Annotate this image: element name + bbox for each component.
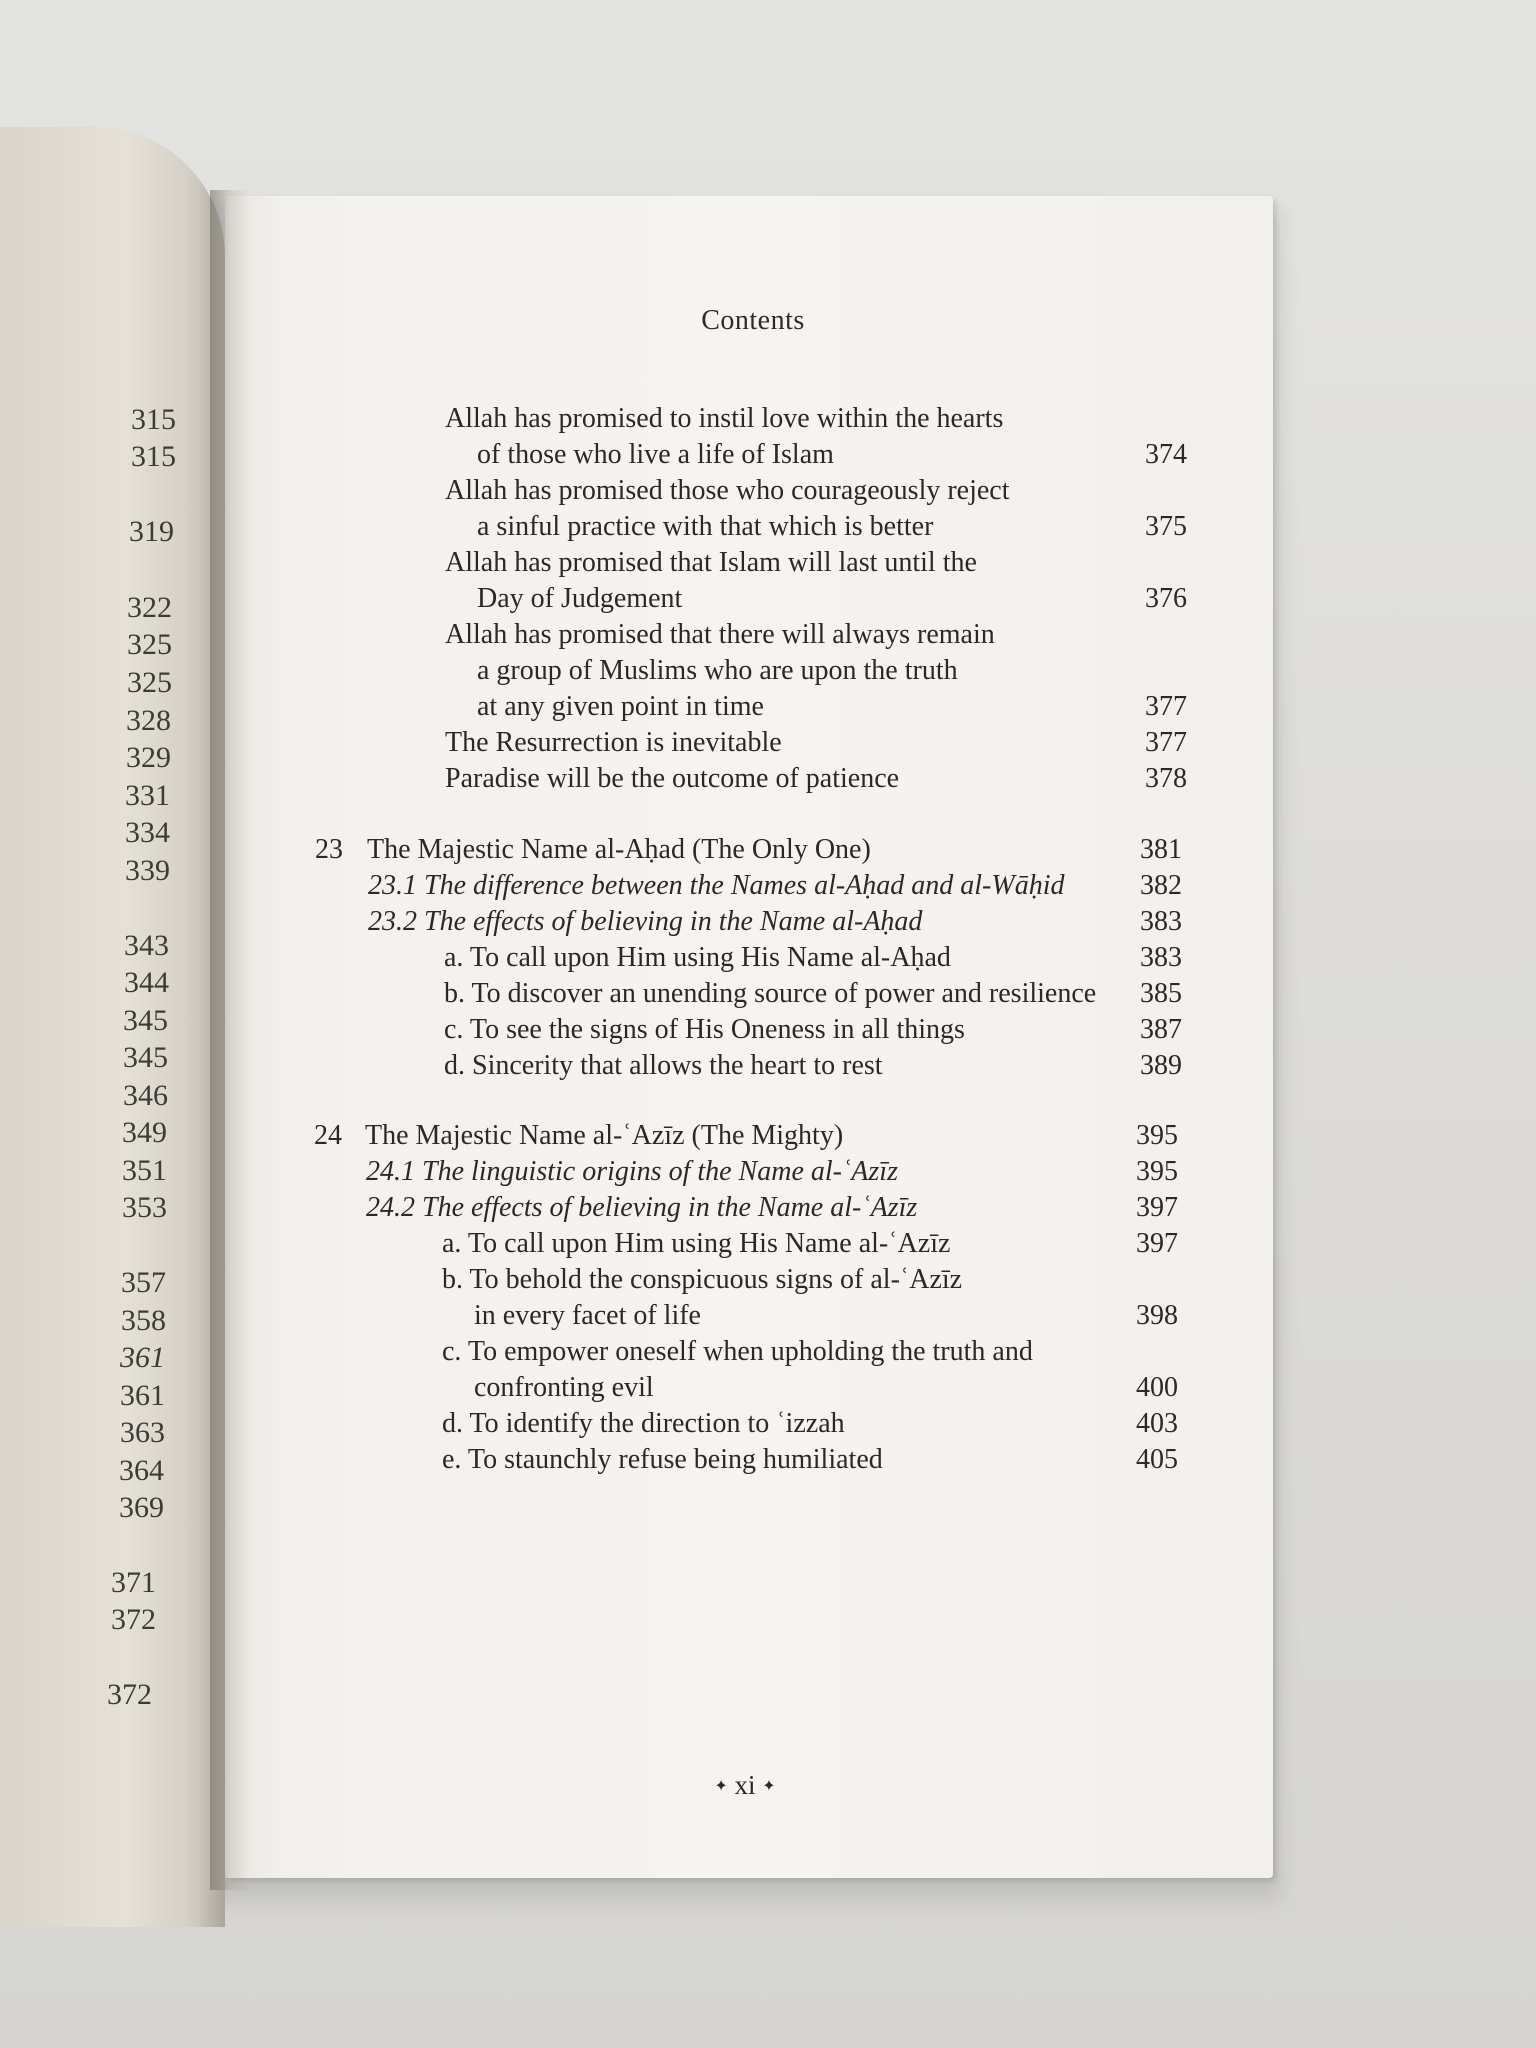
left-page-number: 315 <box>131 403 176 436</box>
toc-page-number: 377 <box>1145 727 1187 758</box>
left-page-number: 344 <box>124 966 169 999</box>
left-page-number: 345 <box>123 1004 168 1037</box>
toc-page-number: 385 <box>1140 978 1182 1009</box>
toc-page-number: 387 <box>1140 1014 1182 1045</box>
left-page-number: 361 <box>120 1341 165 1374</box>
left-page-number: 361 <box>120 1379 165 1412</box>
left-page-number: 372 <box>107 1678 152 1711</box>
left-page-number: 328 <box>126 704 171 737</box>
toc-page-number: 398 <box>1136 1300 1178 1331</box>
left-page-number: 353 <box>122 1191 167 1224</box>
toc-page-number: 382 <box>1140 870 1182 901</box>
toc-entry: Allah has promised to instil love within the hearts <box>445 403 1004 434</box>
toc-entry: a sinful practice with that which is better <box>477 511 934 542</box>
toc-entry: c. To see the signs of His Oneness in all things <box>444 1014 965 1045</box>
folio-number: xi <box>734 1770 756 1800</box>
book-gutter <box>210 190 250 1890</box>
toc-page-number: 383 <box>1140 942 1182 973</box>
left-page-number: 364 <box>119 1454 164 1487</box>
toc-page-number: 405 <box>1136 1444 1178 1475</box>
toc-entry: a. To call upon Him using His Name al-ʿAzīz <box>442 1228 951 1259</box>
ornament-icon: ✦ <box>762 1778 776 1795</box>
toc-entry: of those who live a life of Islam <box>477 439 834 470</box>
toc-entry: a. To call upon Him using His Name al-Aḥad <box>444 942 951 973</box>
left-page-number: 346 <box>123 1079 168 1112</box>
chapter-title: The Majestic Name al-Aḥad (The Only One) <box>367 834 871 865</box>
left-page-number: 334 <box>125 816 170 849</box>
left-page-number: 369 <box>119 1491 164 1524</box>
left-page-number: 372 <box>111 1603 156 1636</box>
left-page-number: 329 <box>126 741 171 774</box>
left-page-number: 319 <box>129 515 174 548</box>
toc-subsection: 24.2 The effects of believing in the Name al-ʿAzīz <box>366 1192 918 1223</box>
toc-page-number: 374 <box>1145 439 1187 470</box>
left-page-number: 343 <box>124 929 169 962</box>
toc-page-number: 395 <box>1136 1120 1178 1151</box>
left-page <box>0 127 225 1927</box>
toc-page-number: 397 <box>1136 1192 1178 1223</box>
toc-entry: Paradise will be the outcome of patience <box>445 763 900 794</box>
toc-entry: d. Sincerity that allows the heart to rest <box>444 1050 883 1081</box>
toc-entry: confronting evil <box>474 1372 654 1403</box>
left-page-number: 315 <box>131 440 176 473</box>
toc-subsection: 23.1 The difference between the Names al-Aḥad and al-Wāḥid <box>368 870 1065 901</box>
left-page-number: 358 <box>121 1304 166 1337</box>
toc-page-number: 403 <box>1136 1408 1178 1439</box>
left-page-number: 351 <box>122 1154 167 1187</box>
toc-page-number: 383 <box>1140 906 1182 937</box>
ornament-icon: ✦ <box>714 1778 728 1795</box>
toc-page-number: 381 <box>1140 834 1182 865</box>
chapter-number: 23 <box>315 834 343 865</box>
chapter-title: The Majestic Name al-ʿAzīz (The Mighty) <box>365 1120 844 1151</box>
left-page-number: 363 <box>120 1416 165 1449</box>
toc-page-number: 377 <box>1145 691 1187 722</box>
toc-page-number: 378 <box>1145 763 1187 794</box>
toc-entry: c. To empower oneself when upholding the truth and <box>442 1336 1033 1367</box>
toc-entry: Allah has promised that there will always remain <box>445 619 995 650</box>
left-page-number: 325 <box>127 666 172 699</box>
page-folio <box>700 1770 790 1801</box>
toc-entry: Day of Judgement <box>477 583 683 614</box>
toc-entry: b. To discover an unending source of power and resilience <box>444 978 1097 1009</box>
left-page-number: 357 <box>121 1266 166 1299</box>
left-page-number: 349 <box>122 1116 167 1149</box>
toc-page-number: 375 <box>1145 511 1187 542</box>
toc-subsection: 24.1 The linguistic origins of the Name al-ʿAzīz <box>366 1156 898 1187</box>
toc-page-number: 400 <box>1136 1372 1178 1403</box>
toc-entry: Allah has promised that Islam will last until the <box>445 547 977 578</box>
left-page-number: 325 <box>127 628 172 661</box>
toc-page-number: 395 <box>1136 1156 1178 1187</box>
left-page-number: 345 <box>123 1041 168 1074</box>
toc-entry: Allah has promised those who courageously reject <box>445 475 1010 506</box>
toc-entry: d. To identify the direction to ʿizzah <box>442 1408 845 1439</box>
toc-page-number: 376 <box>1145 583 1187 614</box>
left-page-number: 322 <box>127 591 172 624</box>
left-page-number: 331 <box>125 779 170 812</box>
left-page-number: 371 <box>111 1566 156 1599</box>
toc-page-number: 389 <box>1140 1050 1182 1081</box>
toc-entry: The Resurrection is inevitable <box>445 727 782 758</box>
toc-entry: in every facet of life <box>474 1300 701 1331</box>
toc-entry: b. To behold the conspicuous signs of al-ʿAzīz <box>442 1264 963 1295</box>
toc-entry: e. To staunchly refuse being humiliated <box>442 1444 883 1475</box>
toc-entry: a group of Muslims who are upon the truth <box>477 655 958 686</box>
toc-subsection: 23.2 The effects of believing in the Name al-Aḥad <box>368 906 923 937</box>
left-page-number: 339 <box>125 854 170 887</box>
running-head: Contents <box>701 305 805 336</box>
chapter-number: 24 <box>314 1120 342 1151</box>
toc-entry: at any given point in time <box>477 691 764 722</box>
toc-page-number: 397 <box>1136 1228 1178 1259</box>
